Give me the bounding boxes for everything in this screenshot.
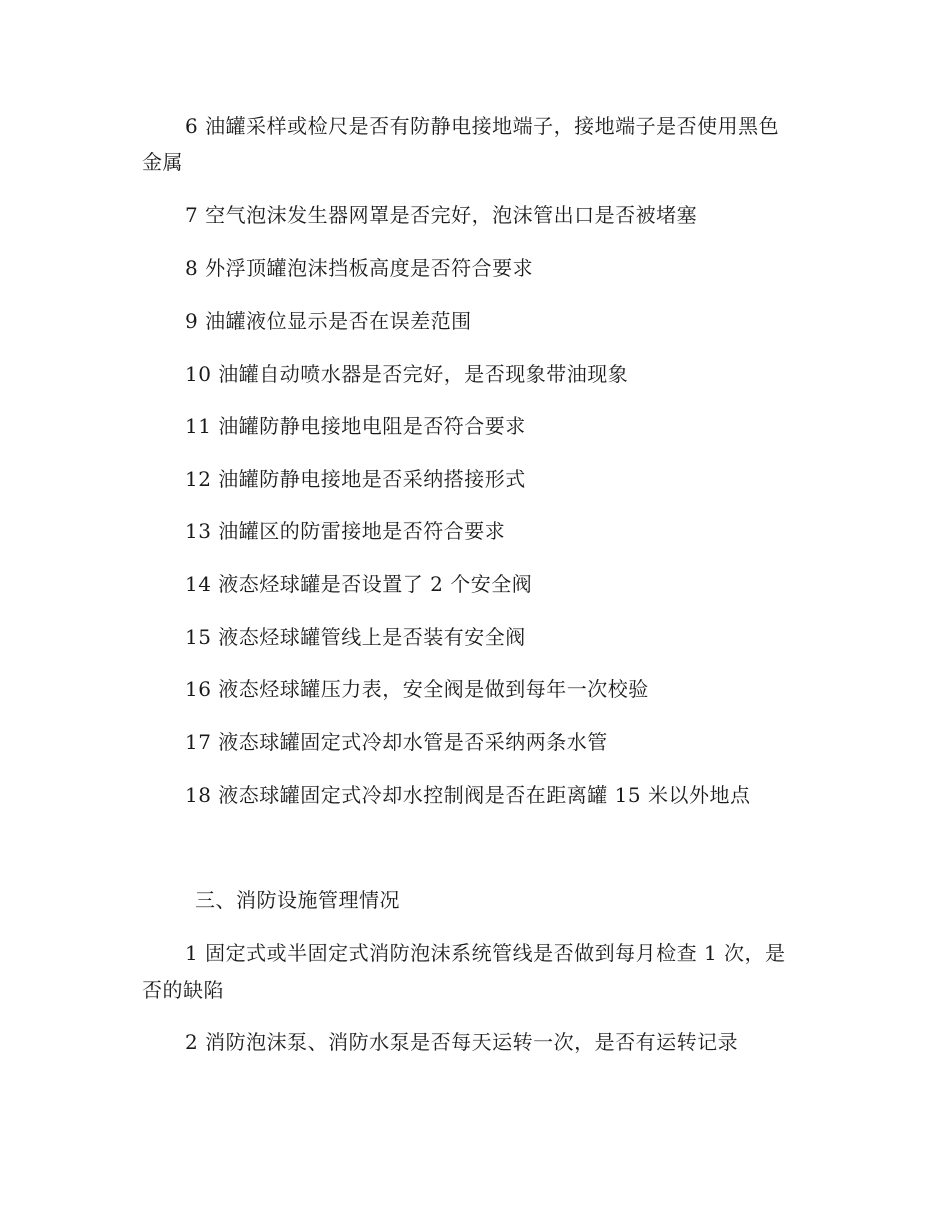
item-15: 15 液态烃球罐管线上是否装有安全阀: [185, 625, 526, 649]
item-6: 6 油罐采样或检尺是否有防静电接地端子，接地端子是否使用黑色: [185, 114, 780, 138]
section-heading: 三、消防设施管理情况: [195, 888, 400, 912]
item-8: 8 外浮顶罐泡沫挡板高度是否符合要求: [185, 256, 534, 280]
item-12: 12 油罐防静电接地是否采纳搭接形式: [185, 467, 526, 491]
item-11: 11 油罐防静电接地电阻是否符合要求: [185, 414, 526, 438]
item-9: 9 油罐液位显示是否在误差范围: [185, 309, 472, 333]
item-18: 18 液态球罐固定式冷却水控制阀是否在距离罐 15 米以外地点: [185, 783, 751, 807]
section3-item-1-continuation: 否的缺陷: [142, 978, 224, 1002]
item-6-continuation: 金属: [142, 150, 183, 174]
item-14: 14 液态烃球罐是否设置了 2 个安全阀: [185, 572, 533, 596]
item-7: 7 空气泡沫发生器网罩是否完好，泡沫管出口是否被堵塞: [185, 203, 698, 227]
item-17: 17 液态球罐固定式冷却水管是否采纳两条水管: [185, 730, 608, 754]
item-16: 16 液态烃球罐压力表，安全阀是做到每年一次校验: [185, 677, 649, 701]
item-10: 10 油罐自动喷水器是否完好，是否现象带油现象: [185, 362, 629, 386]
item-13: 13 油罐区的防雷接地是否符合要求: [185, 519, 506, 543]
section3-item-2: 2 消防泡沫泵、消防水泵是否每天运转一次，是否有运转记录: [185, 1030, 739, 1054]
section3-item-1: 1 固定式或半固定式消防泡沫系统管线是否做到每月检查 1 次，是: [185, 941, 786, 965]
